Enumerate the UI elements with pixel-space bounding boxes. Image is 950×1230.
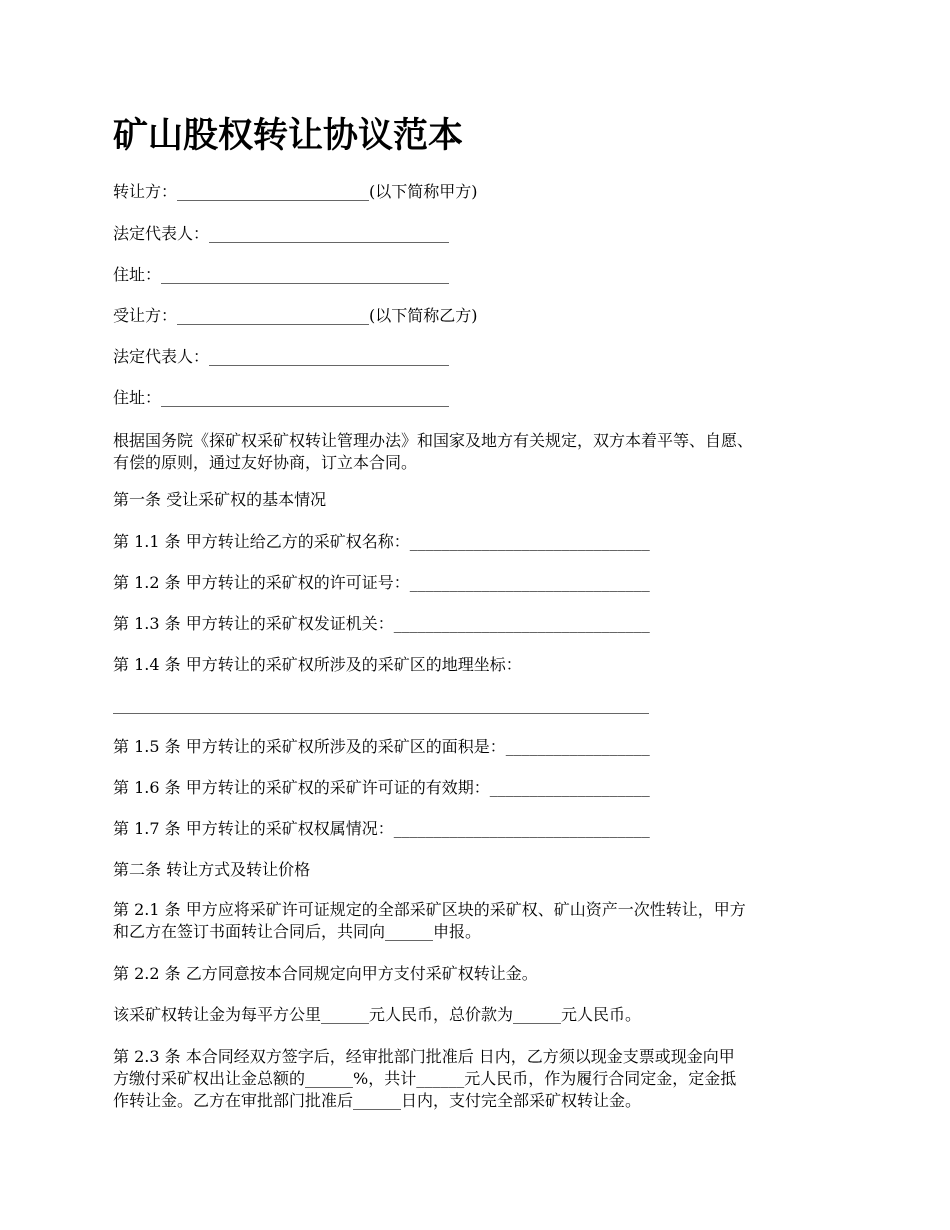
document-title: 矿山股权转让协议范本 (113, 116, 464, 156)
transferee-representative-line: 法定代表人：______________________________ (113, 347, 450, 366)
clause-1-2: 第 1.2 条 甲方转让的采矿权的许可证号：______________________________ (113, 573, 650, 592)
clause-1-6: 第 1.6 条 甲方转让的采矿权的采矿许可证的有效期：____________________ (113, 778, 650, 797)
clause-1-1: 第 1.1 条 甲方转让给乙方的采矿权名称：______________________________ (113, 532, 650, 551)
transferor-address-line: 住址：____________________________________ (113, 265, 450, 284)
clause-2-2: 第 2.2 条 乙方同意按本合同规定向甲方支付采矿权转让金。 (113, 964, 538, 983)
clause-2-3: 第 2.3 条 本合同经双方签字后，经审批部门批准后 日内，乙方须以现金支票或现金向甲 方缴付采矿权出让金总额的______%，共计______元人民币，作为履行合同定金，定金抵 作转让金。乙方在审批部门批准后______日内，支付完全部采矿权转让金。 (113, 1047, 737, 1110)
article-2-heading: 第二条 转让方式及转让价格 (113, 860, 311, 879)
clause-2-2-price: 该采矿权转让金为每平方公里______元人民币，总价款为______元人民币。 (113, 1005, 642, 1024)
preamble-paragraph: 根据国务院《探矿权采矿权转让管理办法》和国家及地方有关规定，双方本着平等、自愿、 有偿的原则，通过友好协商，订立本合同。 (113, 431, 754, 472)
article-1-heading: 第一条 受让采矿权的基本情况 (113, 490, 327, 509)
transferee-address-line: 住址：____________________________________ (113, 388, 450, 407)
transferor-line: 转让方：________________________(以下简称甲方) (113, 182, 478, 201)
clause-2-1: 第 2.1 条 甲方应将采矿许可证规定的全部采矿区块的采矿权、矿山资产一次性转让，甲方 和乙方在签订书面转让合同后，共同向______申报。 (113, 900, 746, 941)
transferor-representative-line: 法定代表人：______________________________ (113, 224, 450, 243)
clause-1-3: 第 1.3 条 甲方转让的采矿权发证机关：________________________________ (113, 614, 650, 633)
clause-1-4: 第 1.4 条 甲方转让的采矿权所涉及的采矿区的地理坐标： (113, 655, 522, 674)
clause-1-7: 第 1.7 条 甲方转让的采矿权权属情况：________________________________ (113, 819, 650, 838)
transferee-line: 受让方：________________________(以下简称乙方) (113, 306, 478, 325)
clause-1-5: 第 1.5 条 甲方转让的采矿权所涉及的采矿区的面积是：__________________ (113, 737, 650, 756)
clause-1-4-blank: ___________________________________________________________________ (113, 695, 649, 714)
